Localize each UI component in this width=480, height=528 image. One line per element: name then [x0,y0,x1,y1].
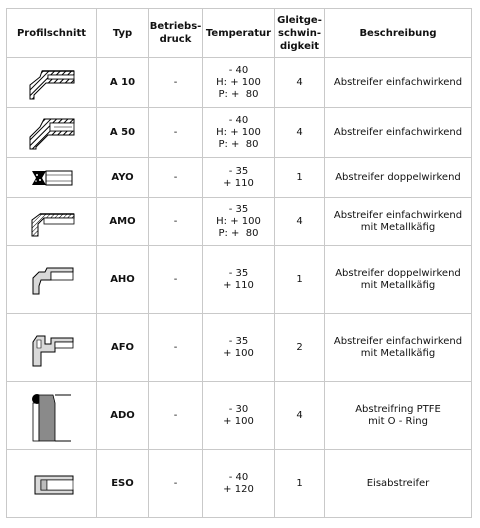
type-cell: AHO [97,246,149,314]
table-row [7,58,472,108]
pressure-cell: - [149,58,203,108]
wiper-seal-amo-icon [26,204,78,240]
wiper-seal-a50-icon [26,115,78,151]
wiper-seal-aho-icon [25,260,79,300]
description-cell: Abstreifer einfachwirkend mit Metallkäfig [325,314,472,382]
pressure-cell: - [149,246,203,314]
table-row [7,450,472,518]
speed-cell: 1 [275,158,325,198]
type-cell: A 50 [97,108,149,158]
type-cell: ESO [97,450,149,518]
header-type: Typ [97,9,149,58]
description-cell: Abstreifring PTFE mit O - Ring [325,382,472,450]
speed-cell: 1 [275,450,325,518]
wiper-seal-afo-icon [25,326,79,370]
temperature-cell: - 40 + 120 [203,450,275,518]
profile-cell [7,58,97,108]
pressure-cell: - [149,108,203,158]
profile-cell [7,108,97,158]
speed-cell: 4 [275,382,325,450]
temperature-cell: - 30 + 100 [203,382,275,450]
table-row [7,198,472,246]
wiper-seal-ado-icon [25,387,79,445]
description-cell: Eisabstreifer [325,450,472,518]
type-cell: AMO [97,198,149,246]
description-cell: Abstreifer doppelwirkend [325,158,472,198]
pressure-cell: - [149,382,203,450]
temperature-cell: - 35 + 110 [203,246,275,314]
type-cell: AYO [97,158,149,198]
table-row [7,314,472,382]
seal-table-container [6,8,472,518]
pressure-cell: - [149,450,203,518]
header-row [7,9,472,58]
header-description: Beschreibung [325,9,472,58]
description-cell: Abstreifer einfachwirkend [325,58,472,108]
description-cell: Abstreifer doppelwirkend mit Metallkäfig [325,246,472,314]
wiper-seal-a10-icon [26,65,78,101]
header-pressure: Betriebs- druck [149,9,203,58]
header-temperature: Temperatur [203,9,275,58]
table-row [7,382,472,450]
pressure-cell: - [149,314,203,382]
table-row [7,246,472,314]
table-row [7,158,472,198]
table-row [7,108,472,158]
type-cell: A 10 [97,58,149,108]
pressure-cell: - [149,158,203,198]
header-profile: Profilschnitt [7,9,97,58]
profile-cell [7,246,97,314]
description-cell: Abstreifer einfachwirkend mit Metallkäfig [325,198,472,246]
temperature-cell: - 35 + 110 [203,158,275,198]
temperature-cell: - 35 H: + 100 P: + 80 [203,198,275,246]
profile-cell [7,314,97,382]
type-cell: ADO [97,382,149,450]
profile-cell [7,158,97,198]
speed-cell: 4 [275,58,325,108]
speed-cell: 2 [275,314,325,382]
temperature-cell: - 40 H: + 100 P: + 80 [203,58,275,108]
description-cell: Abstreifer einfachwirkend [325,108,472,158]
type-cell: AFO [97,314,149,382]
header-speed: Gleitge- schwin- digkeit [275,9,325,58]
pressure-cell: - [149,198,203,246]
speed-cell: 4 [275,198,325,246]
wiper-seal-ayo-icon [26,163,78,193]
wiper-seal-table [6,8,472,518]
profile-cell [7,450,97,518]
wiper-seal-eso-icon [25,464,79,504]
temperature-cell: - 35 + 100 [203,314,275,382]
profile-cell [7,382,97,450]
speed-cell: 1 [275,246,325,314]
speed-cell: 4 [275,108,325,158]
profile-cell [7,198,97,246]
temperature-cell: - 40 H: + 100 P: + 80 [203,108,275,158]
